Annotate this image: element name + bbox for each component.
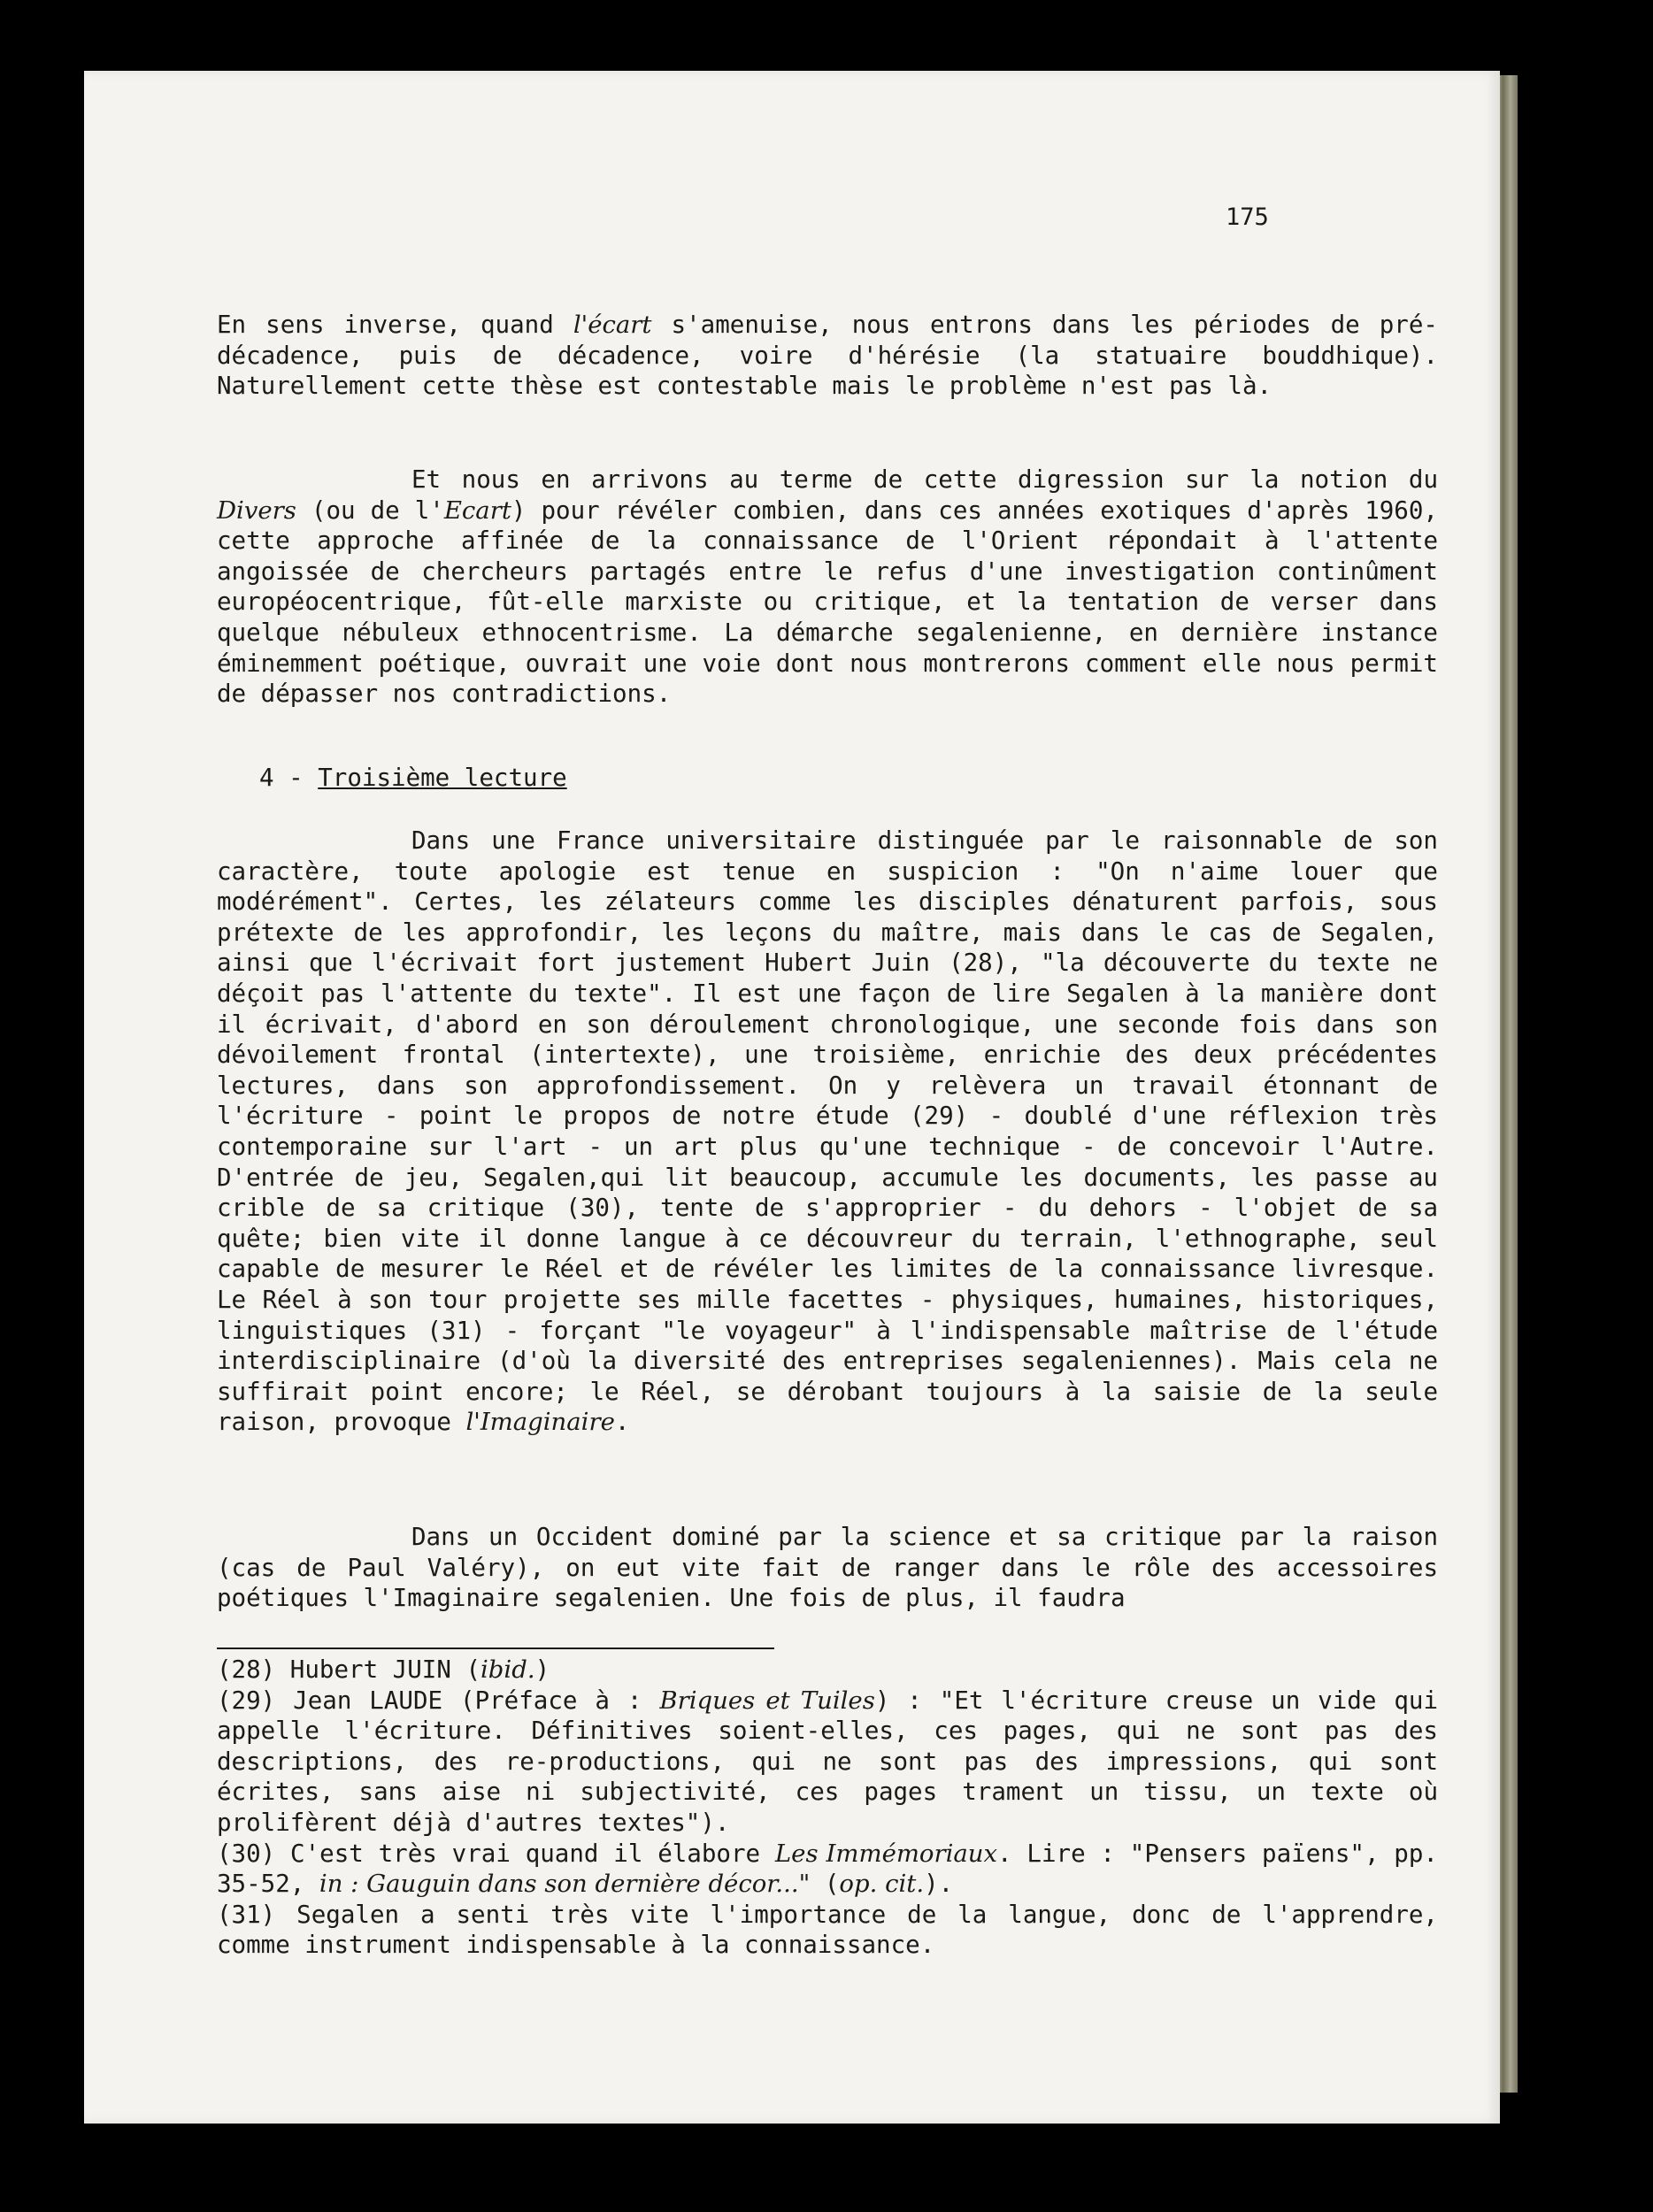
- footnote-28: [217, 1655, 1438, 1686]
- paragraph-1: [217, 310, 1438, 402]
- footnote-29-italic: Briques et Tuiles: [659, 1686, 875, 1715]
- footnote-29-text: (29) Jean LAUDE (Préface à :: [217, 1686, 660, 1715]
- paragraph-2-italic-ecart: Ecart: [443, 495, 511, 525]
- footnote-30-italic-source: in : Gauguin dans son dernière décor...": [319, 1870, 811, 1899]
- footnote-30-text: (30) C'est très vrai quand il élabore: [217, 1839, 775, 1868]
- footnotes: [217, 1655, 1438, 1961]
- book-page: [84, 71, 1500, 2124]
- footnote-30-mid2: (: [810, 1870, 840, 1899]
- footnote-30-italic-title: Les Immémoriaux: [774, 1839, 998, 1868]
- footnote-30: [217, 1839, 1438, 1900]
- footnote-30-mid: . Lire : "Pensers païens", pp. 35-52,: [217, 1839, 1438, 1899]
- paragraph-1-text: En sens inverse, quand: [217, 311, 573, 339]
- paragraph-2-text-mid: (ou de l': [296, 495, 444, 525]
- paragraph-3-text-end: .: [614, 1408, 630, 1437]
- paragraph-4: Dans un Occident dominé par la science et sa critique par la raison (cas de Paul Valéry), on eut vite fait de ranger dans le rôle des accessoires poétiques l'Imaginaire segalenien. Une fois de plus, il faudra: [217, 1523, 1438, 1613]
- footnote-29-end: ) : "Et l'écriture creuse un vide qui appelle l'écriture. Définitives soient-elles, ces pages, qui ne sont pas des descriptions, des re-productions, qui ne sont pas des impressions, qui sont écrites, sans aise ni subjectivité, ces pages trament un tissu, un texte où prolifèrent déjà d'autres textes").: [217, 1686, 1438, 1837]
- section-heading-number: 4 -: [259, 764, 319, 792]
- paragraph-2-text: Et nous en arrivons au terme de cette digression sur la notion du: [411, 465, 1438, 494]
- section-heading: [259, 763, 567, 794]
- paragraph-2-text-end: ) pour révéler combien, dans ces années exotiques d'après 1960, cette approche affinée de la connaissance de l'Orient répondait à l'attente angoissée de chercheurs partagés entre le refus d'une investigation continûment européocentrique, fût-elle marxiste ou critique, et la tentation de verser dans quelque nébuleux ethnocentrisme. La démarche segalenienne, en dernière instance éminemment poétique, ouvrait une voie dont nous montrerons comment elle nous permit de dépasser nos contradictions.: [217, 495, 1438, 709]
- paragraph-3-italic: l'Imaginaire: [465, 1408, 615, 1437]
- footnote-28-italic: ibid.: [481, 1655, 535, 1684]
- footnote-28-end: ): [534, 1655, 550, 1684]
- footnote-30-italic-opcit: op. cit.: [839, 1870, 925, 1899]
- paragraph-2: [217, 465, 1438, 710]
- footnote-31: (31) Segalen a senti très vite l'importance de la langue, donc de l'apprendre, comme instrument indispensable à la connaissance.: [217, 1900, 1438, 1960]
- paragraph-2-italic-divers: Divers: [217, 495, 296, 525]
- paragraph-1-italic: l'écart: [573, 311, 652, 339]
- footnote-separator: [217, 1647, 774, 1649]
- section-heading-title: Troisième lecture: [318, 764, 567, 792]
- paragraph-1-text-end: s'amenuise, nous entrons dans les périodes de pré-décadence, puis de décadence, voire d'hérésie (la statuaire bouddhique). Naturellement cette thèse est contestable mais le problème n'est pas là.: [217, 311, 1438, 401]
- paragraph-3-text: Dans une France universitaire distinguée par le raisonnable de son caractère, toute apologie est tenue en suspicion : "On n'aime louer que modérément". Certes, les zélateurs comme les disciples dénaturent parfois, sous prétexte de les approfondir, les leçons du maître, mais dans le cas de Segalen, ainsi que l'écrivait fort justement Hubert Juin (28), "la découverte du texte ne déçoit pas l'attente du texte". Il est une façon de lire Segalen à la manière dont il écrivait, d'abord en son déroulement chronologique, une seconde fois dans son dévoilement frontal (intertexte), une troisième, enrichie des deux précédentes lectures, dans son approfondissement. On y relèvera un travail étonnant de l'écriture - point le propos de notre étude (29) - doublé d'une réflexion très contemporaine sur l'art - un art plus qu'une technique - de concevoir l'Autre. D'entrée de jeu, Segalen,qui lit beaucoup, accumule les documents, les passe au crible de sa critique (30), tente de s'approprier - du dehors - l'objet de sa quête; bien vite il donne langue à ce découvreur du terrain, l'ethnographe, seul capable de mesurer le Réel et de révéler les limites de la connaissance livresque. Le Réel à son tour projette ses mille facettes - physiques, humaines, historiques, linguistiques (31) - forçant "le voyageur" à l'indispensable maîtrise de l'étude interdisciplinaire (d'où la diversité des entreprises segaleniennes). Mais cela ne suffirait point encore; le Réel, se dérobant toujours à la saisie de la seule raison, provoque: [217, 826, 1438, 1437]
- paragraph-3: [217, 826, 1438, 1438]
- page-number: 175: [1226, 204, 1269, 231]
- footnote-28-text: (28) Hubert JUIN (: [217, 1655, 481, 1684]
- footnote-30-end: ).: [924, 1870, 954, 1899]
- footnote-29: [217, 1686, 1438, 1839]
